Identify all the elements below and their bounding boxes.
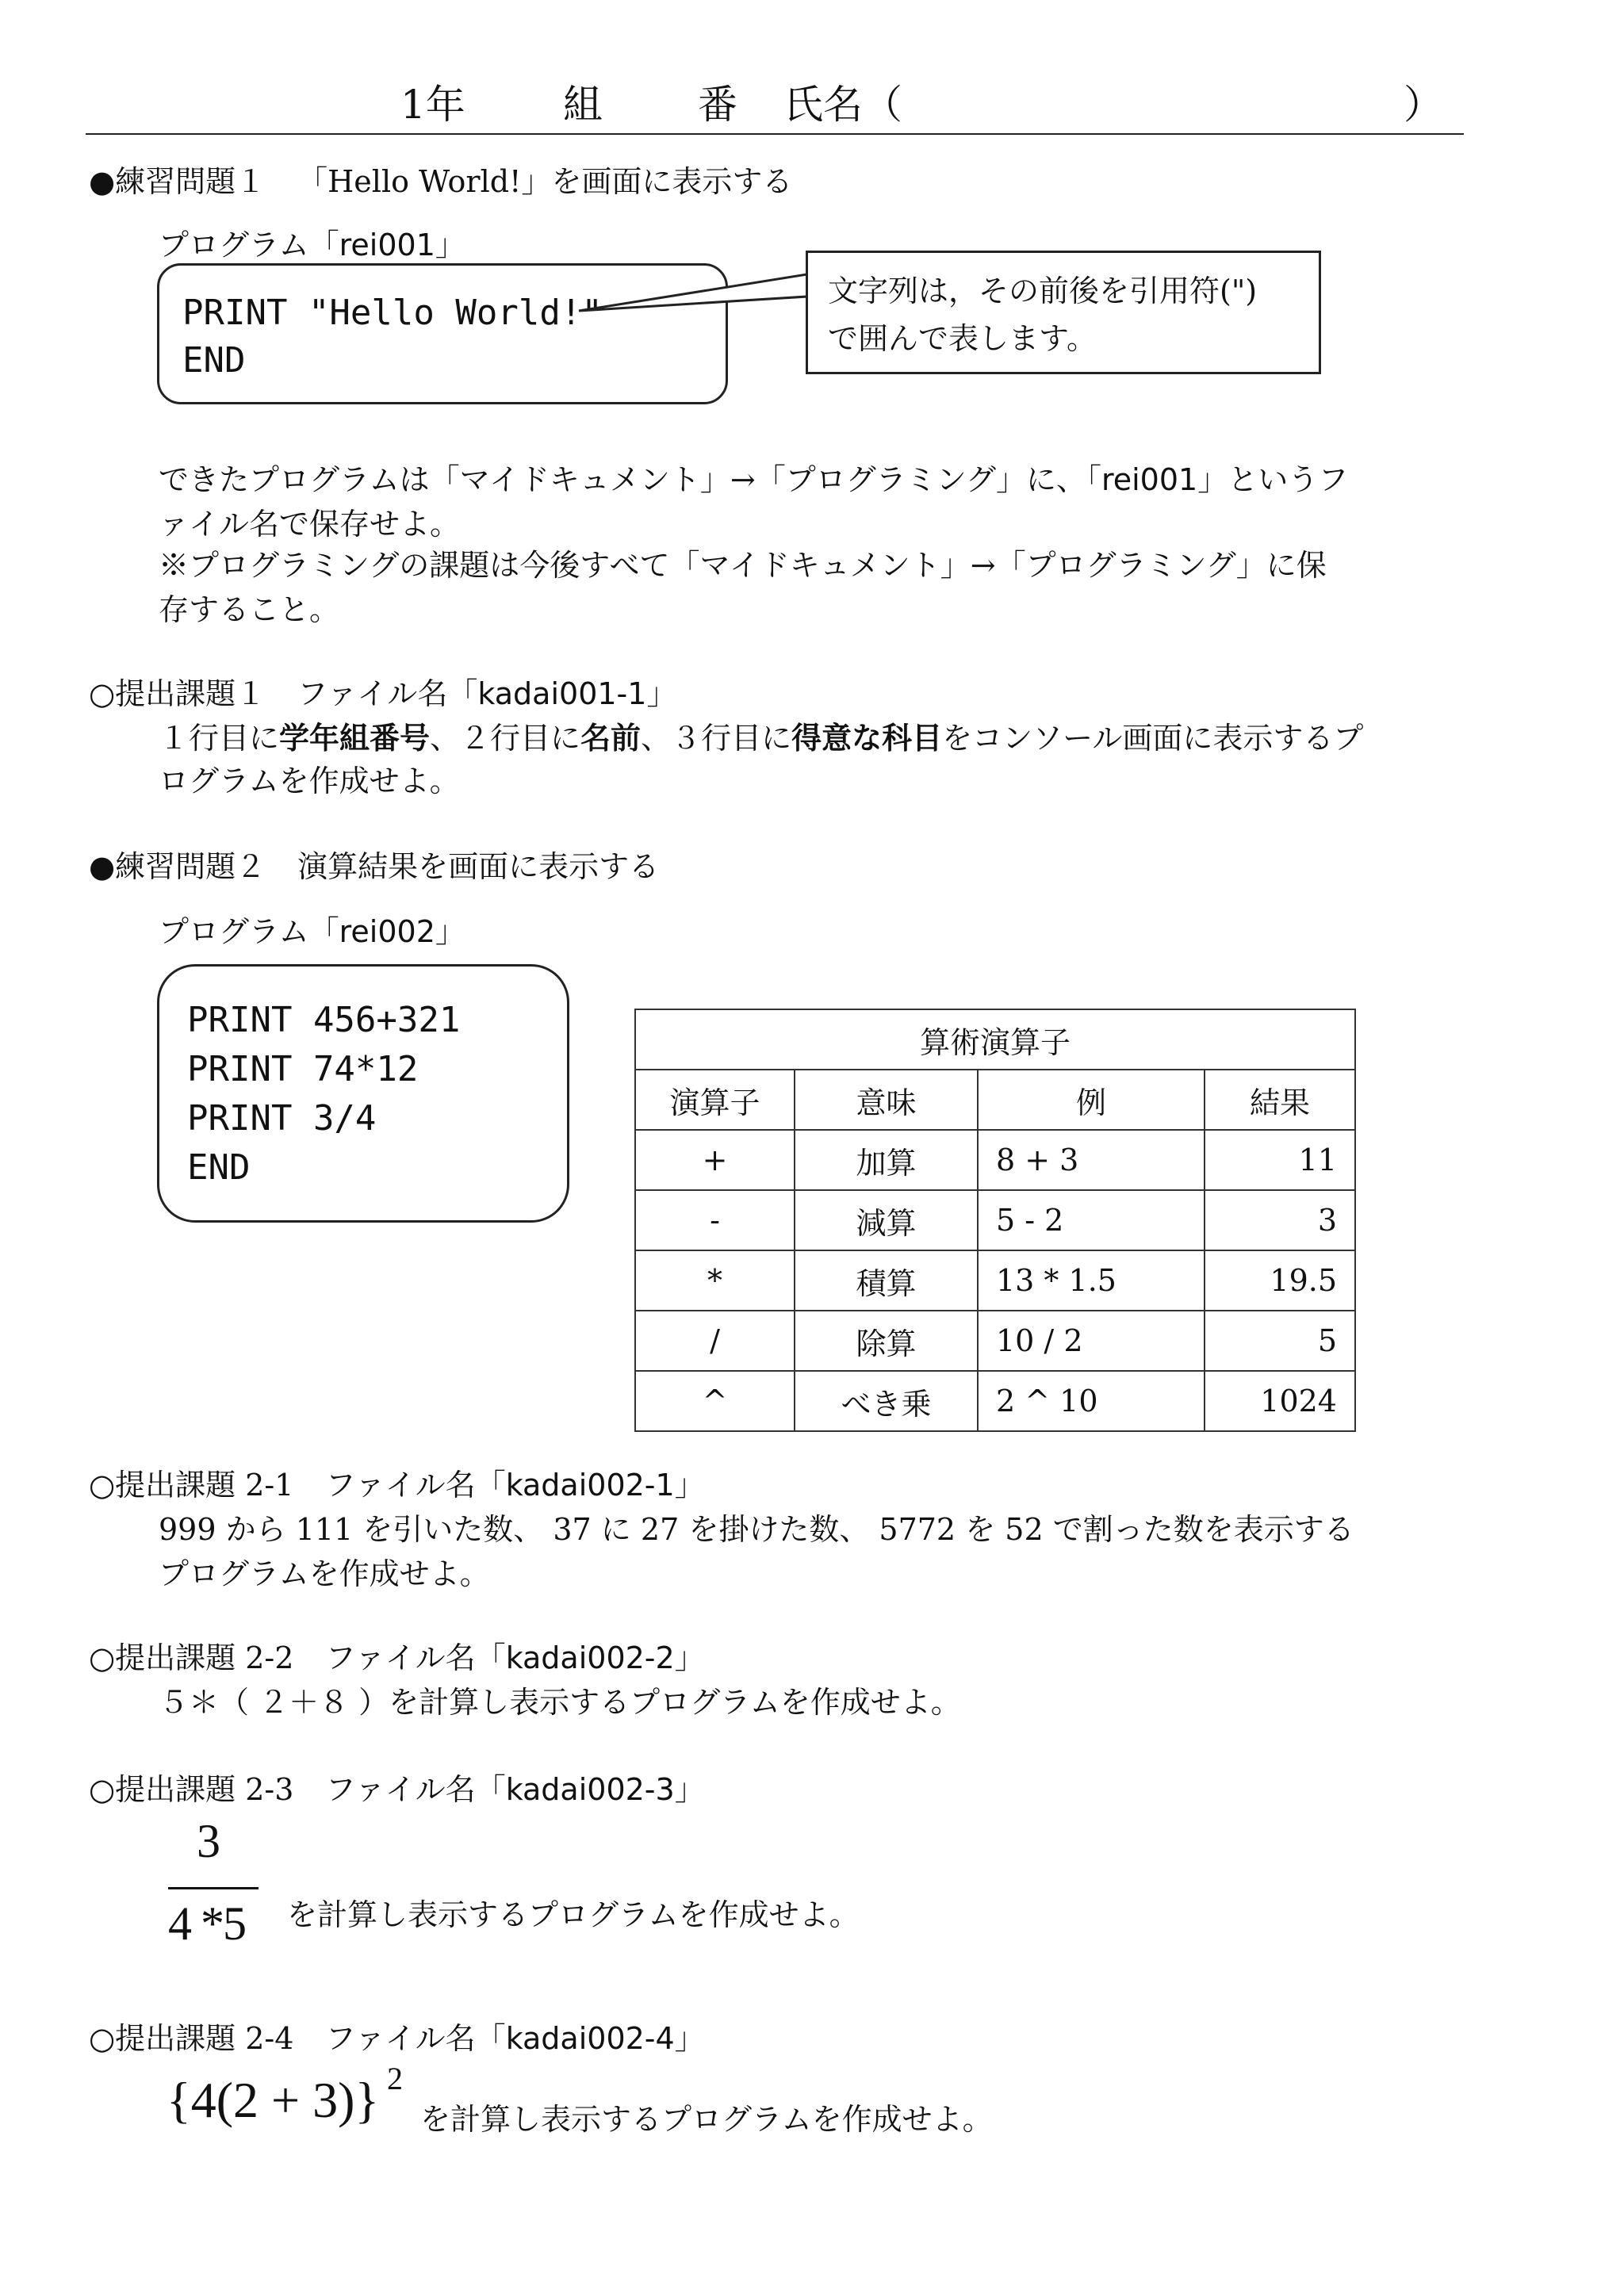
table-cell: 10 / 2 <box>978 1311 1205 1371</box>
program-label: プログラム「 <box>159 228 339 262</box>
table-header: 意味 <box>795 1070 978 1130</box>
file-name: kadai001-1 <box>477 676 647 711</box>
text: １行目に <box>159 721 280 756</box>
task-label: ○提出課題 2-1 <box>89 1468 294 1503</box>
fraction-bar <box>168 1887 259 1889</box>
table-cell: 3 <box>1205 1190 1355 1250</box>
file-close: 」 <box>674 1772 705 1807</box>
table-cell: 1024 <box>1205 1371 1355 1431</box>
ex2-code-line-2: PRINT 74*12 <box>187 1049 419 1089</box>
task2-4-heading <box>89 2014 705 2058</box>
file-label: ファイル名「 <box>297 676 478 711</box>
fraction-numerator: 3 <box>197 1815 220 1867</box>
table-header: 演算子 <box>635 1070 795 1130</box>
ex2-code-line-4: END <box>187 1147 251 1188</box>
ex1-para1-line1 <box>159 455 1348 499</box>
callout-line-2: で囲んで表します。 <box>828 321 1097 356</box>
table-cell: + <box>635 1130 795 1190</box>
table-cell: べき乗 <box>795 1371 978 1431</box>
header-year: 1年 <box>400 82 465 128</box>
program-close: 」 <box>435 228 465 262</box>
fraction-denominator: 4 *5 <box>168 1897 245 1950</box>
task-label: ○提出課題 2-3 <box>89 1772 294 1807</box>
formula-exponent: 2 <box>387 2061 403 2096</box>
table-row <box>635 1311 1355 1371</box>
file-close: 」 <box>646 676 677 711</box>
file-name: kadai002-2 <box>505 1640 675 1675</box>
table-cell: - <box>635 1190 795 1250</box>
bold-text: 学年組番号 <box>279 721 431 756</box>
callout-line-1: 文字列は，その前後を引用符(") <box>828 274 1258 308</box>
file-name: kadai002-1 <box>505 1468 675 1503</box>
table-cell: ^ <box>635 1371 795 1431</box>
table-cell: 5 <box>1205 1311 1355 1371</box>
ex2-program-label <box>159 907 465 951</box>
file-close: 」 <box>674 1640 705 1675</box>
task-label: ○提出課題 2-4 <box>89 2021 294 2056</box>
file-label: ファイル名「 <box>325 2021 506 2056</box>
header-name-close: ） <box>1404 82 1443 128</box>
table-title-row <box>635 1009 1355 1070</box>
table-header-row <box>635 1070 1355 1130</box>
table-cell: 積算 <box>795 1250 978 1311</box>
table-cell: 11 <box>1205 1130 1355 1190</box>
task2-1-line2: プログラムを作成せよ。 <box>159 1556 490 1591</box>
ex2-heading <box>89 842 659 886</box>
task2-1-line1: 999 から 111 を引いた数、 37 に 27 を掛けた数、 5772 を 52 で割った数を表示する <box>159 1512 1354 1547</box>
table-cell: 19.5 <box>1205 1250 1355 1311</box>
table-row <box>635 1190 1355 1250</box>
task2-4-text: を計算し表示するプログラムを作成せよ。 <box>420 2102 993 2137</box>
ex2-heading-label: ●練習問題２ <box>89 849 266 884</box>
file-label: ファイル名「 <box>325 1772 506 1807</box>
text: 、２行目に <box>430 721 581 756</box>
table-cell: 減算 <box>795 1190 978 1250</box>
header-ban: 番 <box>698 82 737 128</box>
table-row <box>635 1130 1355 1190</box>
ex1-para2-line2: 存すること。 <box>159 592 340 627</box>
table-cell: * <box>635 1250 795 1311</box>
program-name: rei002 <box>339 914 435 949</box>
task2-2-line1: ５＊（ ２＋８ ）を計算し表示するプログラムを作成せよ。 <box>159 1685 961 1720</box>
callout-pointer <box>0 0 1624 476</box>
ex1-heading-label: ●練習問題１ <box>89 164 266 199</box>
task2-2-heading <box>89 1633 705 1677</box>
task2-3-text: を計算し表示するプログラムを作成せよ。 <box>287 1897 860 1932</box>
operator-table <box>634 1009 1356 1432</box>
para-text: 」というフ <box>1197 462 1349 497</box>
file-close: 」 <box>674 1468 705 1503</box>
task1-line2: ログラムを作成せよ。 <box>159 764 460 798</box>
file-close: 」 <box>674 2021 705 2056</box>
ex2-code-line-1: PRINT 456+321 <box>187 1000 461 1040</box>
ex1-code-line-2: END <box>182 340 246 381</box>
ex2-code-line-3: PRINT 3/4 <box>187 1098 377 1139</box>
task-label: ○提出課題 2-2 <box>89 1640 294 1675</box>
bold-text: 名前 <box>580 721 642 756</box>
task2-1-heading <box>89 1460 705 1504</box>
table-row <box>635 1250 1355 1311</box>
file-name: kadai002-3 <box>505 1772 675 1807</box>
ex1-para1-line2: ァイル名で保存せよ。 <box>159 507 461 542</box>
table-title: 算術演算子 <box>635 1009 1355 1070</box>
table-cell: 除算 <box>795 1311 978 1371</box>
program-close: 」 <box>435 914 465 949</box>
ex1-heading-text: 「Hello World!」を画面に表示する <box>297 164 793 199</box>
task1-heading <box>89 669 676 713</box>
table-header: 結果 <box>1205 1070 1355 1130</box>
file-label: ファイル名「 <box>325 1468 506 1503</box>
header-kumi: 組 <box>563 82 603 128</box>
task-label: ○提出課題１ <box>89 676 266 711</box>
table-cell: 2 ^ 10 <box>978 1371 1205 1431</box>
table-cell: 5 - 2 <box>978 1190 1205 1250</box>
text: 、３行目に <box>641 721 792 756</box>
table-row <box>635 1371 1355 1431</box>
task1-line1 <box>159 714 1363 757</box>
bold-text: 得意な科目 <box>791 721 943 756</box>
ex1-para2-line1: ※プログラミングの課題は今後すべて「マイドキュメント」→「プログラミング」に保 <box>159 548 1327 583</box>
program-label: プログラム「 <box>159 914 339 949</box>
header-name-label: 氏名（ <box>783 82 902 128</box>
program-name: rei001 <box>339 228 435 262</box>
ex2-heading-text: 演算結果を画面に表示する <box>297 849 660 884</box>
file-label: ファイル名「 <box>325 1640 506 1675</box>
ex1-code-line-1: PRINT "Hello World!" <box>182 293 603 333</box>
table-header: 例 <box>978 1070 1205 1130</box>
table-cell: 8 + 3 <box>978 1130 1205 1190</box>
text: をコンソール画面に表示するプ <box>942 721 1364 756</box>
table-cell: 加算 <box>795 1130 978 1190</box>
para-text: できたプログラムは「マイドキュメント」→「プログラミング」に、「 <box>159 462 1101 497</box>
table-cell: / <box>635 1311 795 1371</box>
para-code: rei001 <box>1101 462 1198 497</box>
task2-3-heading <box>89 1765 705 1809</box>
file-name: kadai002-4 <box>505 2021 675 2056</box>
formula-main: {4(2 + 3)} <box>167 2072 380 2128</box>
table-cell: 13 * 1.5 <box>978 1250 1205 1311</box>
